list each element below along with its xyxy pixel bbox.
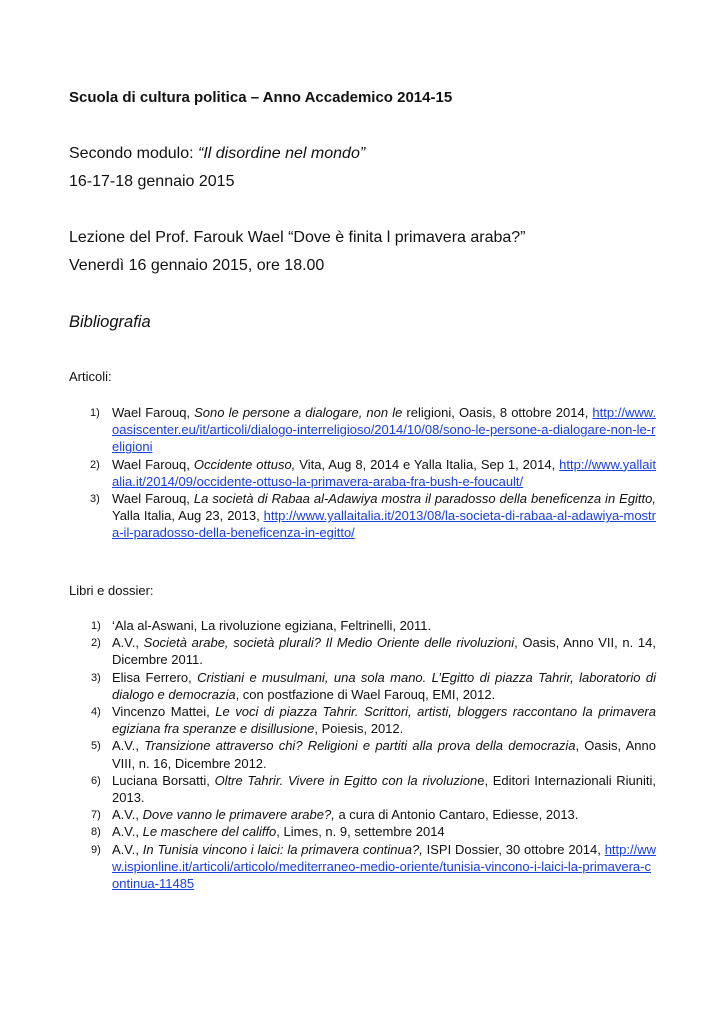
item-author: A.V., [112, 807, 143, 823]
articles-label: Articoli: [69, 369, 112, 384]
item-title: Cristiani e musulmani, una sola mano. L’Egitto di piazza Tahrir, laboratorio di dialogo e democrazia [112, 669, 656, 702]
item-title: In Tunisia vincono i laici: la primavera continua?, [142, 841, 423, 857]
item-author: Wael Farouq, [112, 491, 194, 507]
module-prefix: Secondo modulo: [69, 145, 198, 162]
module-line [69, 145, 365, 163]
item-title: Le voci di piazza Tahrir. Scrittori, artisti, bloggers raccontano la primavera egiziana fra speranze e disillusione [112, 704, 656, 737]
item-author: A.V., [112, 841, 143, 857]
item-rest: , Oasis, Anno VIII, n. 16, Dicembre 2012. [112, 738, 656, 771]
item-title: Occidente ottuso, [193, 456, 296, 472]
list-item [0, 703, 724, 737]
list-item [0, 669, 724, 703]
item-number: 2) [91, 637, 101, 650]
item-title: La società di Rabaa al-Adawiya mostra il paradosso della beneficenza in Egitto, [193, 491, 656, 507]
list-item [0, 737, 724, 771]
list-item [0, 823, 724, 840]
list-item [0, 617, 724, 634]
bibliography-heading: Bibliografia [69, 313, 151, 331]
lecture-line: Lezione del Prof. Farouk Wael “Dove è finita l primavera araba?” [69, 229, 526, 246]
page-title: Scuola di cultura politica – Anno Accademico 2014-15 [69, 89, 453, 106]
item-rest: ISPI Dossier, 30 ottobre 2014, [422, 841, 605, 857]
list-item [0, 404, 724, 456]
item-number: 3) [91, 671, 101, 684]
item-number: 9) [91, 843, 101, 856]
item-number: 4) [91, 706, 101, 719]
item-rest: , con postfazione di Wael Farouq, EMI, 2012. [235, 686, 496, 702]
item-author: Elisa Ferrero, [112, 669, 198, 685]
item-rest: , Limes, n. 9, settembre 2014 [276, 824, 445, 840]
item-rest: , Oasis, Anno VII, n. 14, Dicembre 2011. [112, 635, 656, 668]
item-link[interactable]: http://www.yallaitalia.it/2013/08/la-societa-di-rabaa-al-adawiya-mostra-il-paradosso-della-beneficenza-in-egitto/ [112, 508, 656, 541]
item-rest: religioni, Oasis, 8 ottobre 2014, [402, 405, 593, 420]
item-author: Wael Farouq, [112, 456, 194, 472]
item-author: Luciana Borsatti, [112, 772, 215, 788]
item-title: Oltre Tahrir. Vivere in Egitto con la rivoluzion [214, 772, 478, 788]
item-author: A.V., [112, 824, 143, 840]
item-author: Wael Farouq, [112, 405, 195, 420]
item-author: Vincenzo Mattei, [112, 704, 216, 720]
item-link[interactable]: http://www.oasiscenter.eu/it/articoli/dialogo-interreligioso/2014/10/08/sono-le-persone-a-dialogare-non-le-religioni [112, 405, 656, 455]
list-item [0, 456, 724, 490]
list-item [0, 634, 724, 668]
item-link[interactable]: http://www.ispionline.it/articoli/articolo/mediterraneo-medio-oriente/tunisia-vincono-i-laici-la-primavera-continua-11485 [112, 841, 656, 892]
item-number: 6) [91, 774, 101, 787]
list-item [0, 806, 724, 823]
list-item [0, 841, 724, 893]
list-item [0, 490, 724, 542]
item-title: Transizione attraverso chi? Religioni e partiti alla prova della democrazia [144, 738, 576, 754]
item-link[interactable]: http://www.yallaitalia.it/2014/09/occidente-ottuso-la-primavera-araba-fra-bush-e-foucault/ [112, 456, 656, 489]
item-number: 3) [90, 493, 100, 506]
item-number: 1) [91, 620, 101, 632]
item-number: 8) [91, 826, 101, 839]
item-author: A.V., [112, 738, 145, 754]
item-title: Le maschere del califfo [142, 824, 277, 840]
item-rest: Vita, Aug 8, 2014 e Yalla Italia, Sep 1, 2014, [295, 456, 560, 472]
item-number: 1) [90, 407, 100, 419]
item-rest: a cura di Antonio Cantaro, Ediesse, 2013. [334, 807, 579, 823]
item-number: 2) [90, 458, 100, 471]
when-line: Venerdì 16 gennaio 2015, ore 18.00 [69, 257, 325, 274]
list-item [0, 772, 724, 806]
item-title: Sono le persone a dialogare, non le [194, 405, 403, 420]
item-number: 5) [91, 740, 101, 753]
item-rest: Yalla Italia, Aug 23, 2013, [112, 508, 264, 524]
item-rest: e, Editori Internazionali Riuniti, 2013. [112, 772, 656, 806]
item-author: A.V., [112, 635, 144, 651]
articles-list [0, 404, 724, 542]
books-list [0, 617, 724, 892]
item-title: Dove vanno le primavere arabe?, [142, 807, 335, 823]
item-title: Società arabe, società plurali? Il Medio Oriente delle rivoluzioni [143, 635, 515, 651]
books-label: Libri e dossier: [69, 583, 154, 598]
module-name: “Il disordine nel mondo” [197, 145, 366, 162]
item-author: ‘Ala al-Aswani, La rivoluzione egiziana, Feltrinelli, 2011. [112, 618, 432, 633]
dates-line: 16-17-18 gennaio 2015 [69, 173, 235, 190]
item-rest: , Poiesis, 2012. [314, 721, 404, 737]
item-number: 7) [91, 809, 101, 822]
